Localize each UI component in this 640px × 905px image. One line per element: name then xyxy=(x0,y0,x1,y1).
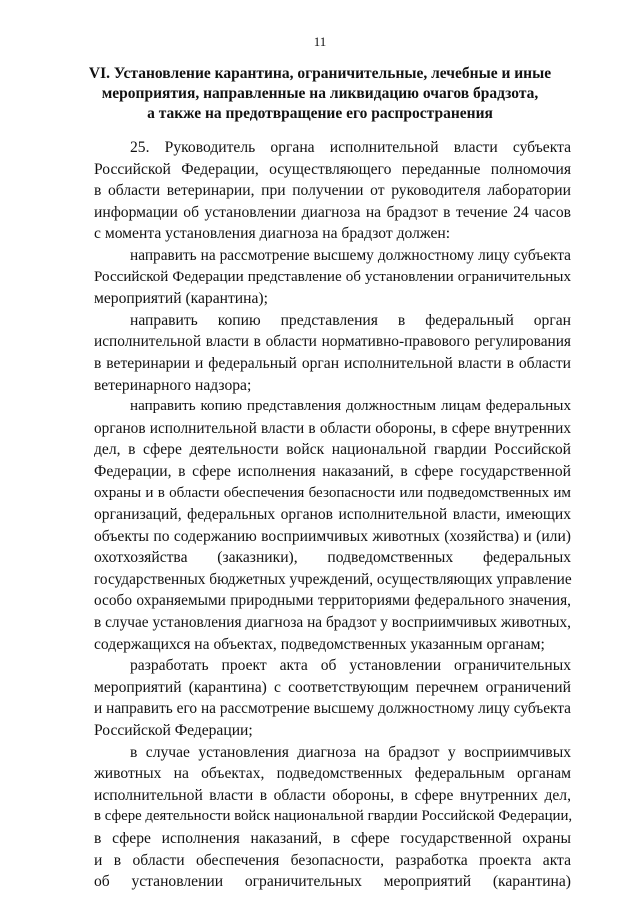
text-line: государственных бюджетных учреждений, осуществляющих управление xyxy=(94,570,572,588)
text-line: Федерации, в сфере исполнения наказаний, в сфере государственной xyxy=(94,462,571,480)
text-line: направить копию представления в федеральный орган xyxy=(130,311,571,329)
text-line: направить копию представления должностным лицам федеральных xyxy=(130,398,571,415)
paragraph-submit-proposal xyxy=(94,245,571,310)
text-line: охраны и в области обеспечения безопасности или подведомственных им xyxy=(94,484,571,501)
text-line: организаций, федеральных органов исполнительной власти, имеющих xyxy=(94,506,571,524)
text-line: охотхозяйства (заказники), подведомственных федеральных xyxy=(94,549,571,567)
paragraph-develop-act xyxy=(94,655,571,741)
text-line: с момента установления диагноза на брадзот должен: xyxy=(94,225,451,243)
section-heading-line: а также на предотвращение его распространения xyxy=(147,105,493,122)
section-heading-line: VI. Установление карантина, ограничительные, лечебные и иные xyxy=(88,65,552,82)
text-line: Российской Федерации; xyxy=(94,722,253,740)
paragraph-send-copy-federal xyxy=(94,310,571,396)
text-line: в случае установления диагноза на брадзот у восприимчивых xyxy=(130,743,571,761)
text-line: в области ветеринарии, при получении от руководителя лаборатории xyxy=(94,182,571,200)
section-heading xyxy=(60,64,580,124)
text-line: особо охраняемыми природными территориями федерального значения, xyxy=(94,592,571,610)
text-line: мероприятий (карантина); xyxy=(94,290,268,308)
text-line: исполнительной власти в области нормативно-правового регулирования xyxy=(94,333,571,351)
text-line: Российской Федерации представление об установлении ограничительных xyxy=(94,268,571,285)
text-line: животных на объектах, подведомственных федеральным органам xyxy=(94,765,571,783)
text-line: разработать проект акта об установлении ограничительных xyxy=(130,657,571,675)
text-line: ветеринарного надзора; xyxy=(94,376,252,394)
text-line: Российской Федерации, осуществляющего переданные полномочия xyxy=(94,160,571,178)
text-line: содержащихся на объектах, подведомственных указанным органам; xyxy=(94,635,545,653)
text-line: и в области обеспечения безопасности, разработка проекта акта xyxy=(94,851,571,869)
text-line: информации об установлении диагноза на брадзот в течение 24 часов xyxy=(94,203,571,221)
text-line: 25. Руководитель органа исполнительной власти субъекта xyxy=(130,139,571,156)
text-line: в ветеринарии и федеральный орган исполнительной власти в области xyxy=(94,354,571,372)
text-line: органов исполнительной власти в области обороны, в сфере внутренних xyxy=(94,419,571,437)
text-line: в сфере деятельности войск национальной гвардии Российской Федерации, xyxy=(94,808,573,825)
paragraph-case-diagnosis xyxy=(94,742,571,893)
text-line: об установлении ограничительных мероприятий (карантина) xyxy=(94,873,571,891)
text-line: и направить его на рассмотрение высшему должностному лицу субъекта xyxy=(94,700,571,718)
text-line: направить на рассмотрение высшему должностному лицу субъекта xyxy=(130,246,571,264)
page-number: 11 xyxy=(313,34,327,49)
paragraph-send-copy-officials xyxy=(94,396,571,655)
text-line: дел, в сфере деятельности войск национальной гвардии Российской xyxy=(94,441,571,459)
text-line: в сфере исполнения наказаний, в сфере государственной охраны xyxy=(94,830,571,847)
text-line: объекты по содержанию восприимчивых животных (хозяйства) и (или) xyxy=(94,527,571,545)
text-line: исполнительной власти в области обороны, в сфере внутренних дел, xyxy=(94,786,571,804)
text-line: в случае установления диагноза на брадзот у восприимчивых животных, xyxy=(94,614,571,632)
paragraph-25 xyxy=(94,137,571,245)
text-line: мероприятий (карантина) с соответствующим перечнем ограничений xyxy=(94,678,571,696)
document-body xyxy=(94,137,571,893)
section-heading-line: мероприятия, направленные на ликвидацию очагов брадзота, xyxy=(101,85,539,102)
